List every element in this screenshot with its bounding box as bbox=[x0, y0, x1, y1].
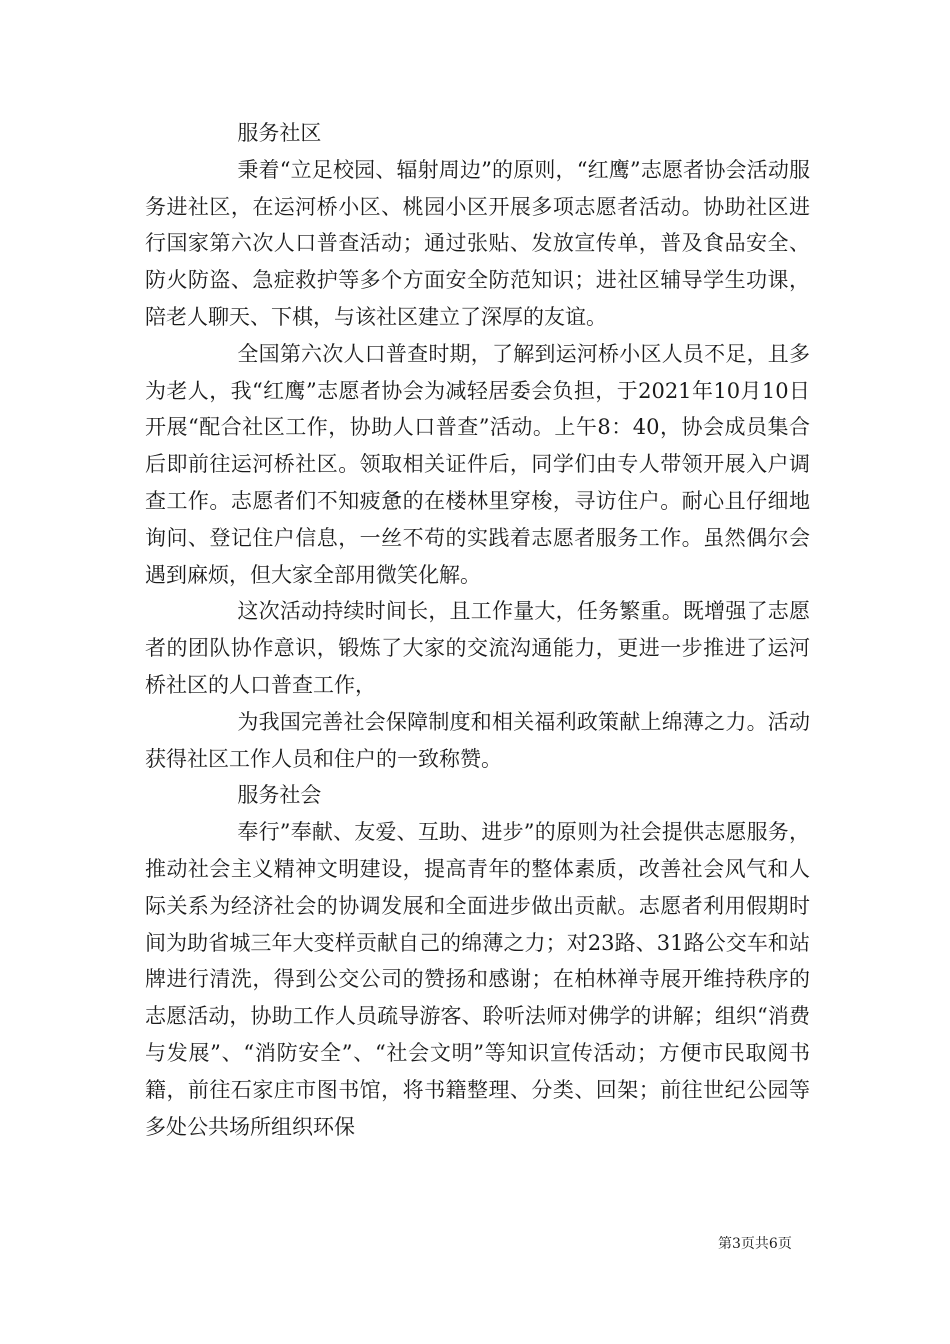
paragraph-community-intro: 秉着“立足校园、辐射周边”的原则，“红鹰”志愿者协会活动服务进社区，在运河桥小区、桃园小区开展多项志愿者活动。协助社区进行国家第六次人口普查活动；通过张贴、发放宣传单，普及食品安全、防火防盗、急症救护等多个方面安全防范知识；进社区辅导学生功课，陪老人聊天、下棋，与该社区建立了深厚的友谊。 bbox=[145, 157, 810, 329]
section-heading-society: 服务社会 bbox=[237, 783, 322, 808]
paragraph-census-activity: 全国第六次人口普查时期，了解到运河桥小区人员不足，且多为老人，我“红鹰”志愿者协会为减轻居委会负担，于2021年10月10日开展“配合社区工作，协助人口普查”活动。上午8：40，协会成员集合后即前往运河桥社区。领取相关证件后，同学们由专人带领开展入户调查工作。志愿者们不知疲惫的在楼林里穿梭，寻访住户。耐心且仔细地询问、登记住户信息，一丝不苟的实践着志愿者服务工作。虽然偶尔会遇到麻烦，但大家全部用微笑化解。 bbox=[145, 341, 810, 587]
page-number-footer: 第3页共6页 bbox=[718, 1236, 792, 1252]
section-heading-community: 服务社区 bbox=[237, 121, 322, 145]
paragraph-activity-praise: 为我国完善社会保障制度和相关福利政策献上绵薄之力。活动获得社区工作人员和住户的一致称赞。 bbox=[145, 709, 810, 771]
paragraph-society-service: 奉行”奉献、友爱、互助、进步”的原则为社会提供志愿服务，推动社会主义精神文明建设，提高青年的整体素质，改善社会风气和人际关系为经济社会的协调发展和全面进步做出贡献。志愿者利用假期时间为助省城三年大变样贡献自己的绵薄之力；对23路、31路公交车和站牌进行清洗，得到公交公司的赞扬和感谢；在柏林禅寺展开维持秩序的志愿活动，协助工作人员疏导游客、聆听法师对佛学的讲解；组织“消费与发展”、“消防安全”、“社会文明”等知识宣传活动；方便市民取阅书籍，前往石家庄市图书馆，将书籍整理、分类、回架；前往世纪公园等多处公共场所组织环保 bbox=[145, 820, 810, 1139]
document-body bbox=[145, 115, 810, 1145]
paragraph-activity-effect: 这次活动持续时间长，且工作量大，任务繁重。既增强了志愿者的团队协作意识，锻炼了大家的交流沟通能力，更进一步推进了运河桥社区的人口普查工作， bbox=[145, 599, 810, 697]
